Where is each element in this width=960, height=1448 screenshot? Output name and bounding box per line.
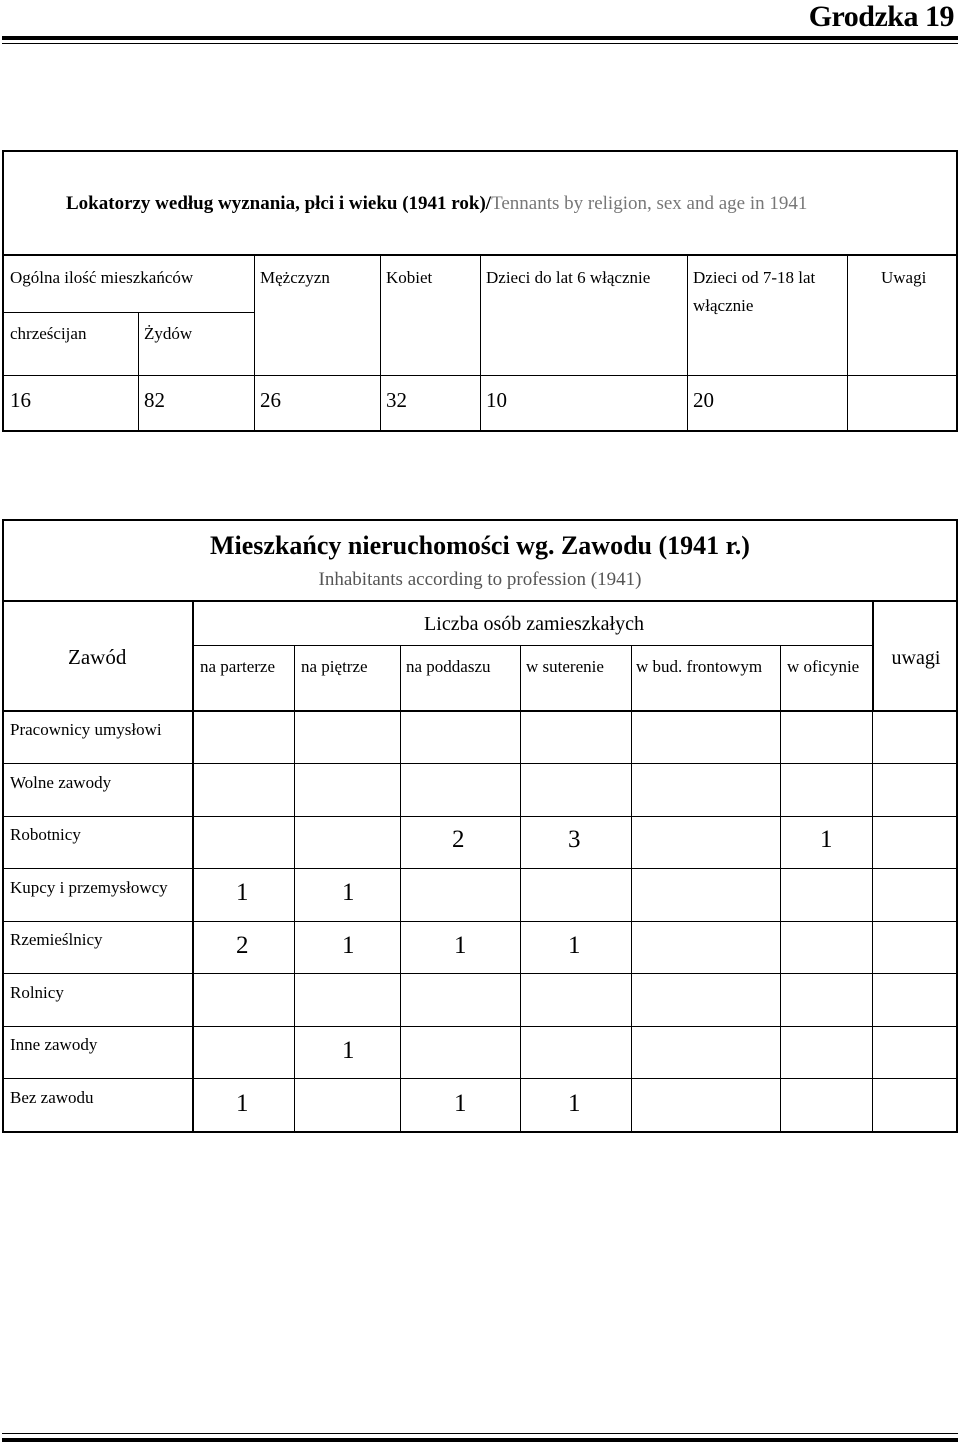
row-label: Bez zawodu: [10, 1088, 94, 1107]
value-children-under-6: 10: [486, 388, 507, 412]
divider: [4, 375, 956, 376]
cell-value: 1: [568, 1090, 581, 1117]
value-christians: 16: [10, 388, 31, 412]
cell-value: 1: [454, 1090, 467, 1117]
header-jews: Żydów: [144, 324, 193, 343]
divider: [294, 646, 295, 1131]
divider: [254, 254, 255, 432]
row-label: Rolnicy: [10, 983, 64, 1002]
divider: [4, 1078, 956, 1079]
header-children-7-18-line2: włącznie: [693, 296, 754, 315]
header-women: Kobiet: [386, 268, 433, 287]
divider: [631, 646, 632, 1131]
header-children-7-18: Dzieci od 7-18 lat: [693, 268, 816, 287]
profession-table-title: Mieszkańcy nieruchomości wg. Zawodu (1941 r.): [210, 531, 750, 560]
footer-rule: [2, 1438, 958, 1442]
divider: [847, 254, 848, 432]
header-children-under-6: Dzieci do lat 6 włącznie: [486, 268, 651, 287]
footer-rule-thin: [2, 1433, 958, 1434]
row-label: Wolne zawody: [10, 773, 112, 792]
header-ground-floor: na parterze: [200, 657, 276, 676]
divider: [4, 763, 956, 764]
divider: [480, 254, 481, 432]
header-rule-thin: [2, 43, 958, 44]
header-total-residents: Ogólna ilość mieszkańców: [10, 268, 194, 287]
row-label: Pracownicy umysłowi: [10, 720, 162, 739]
cell-value: 1: [342, 879, 355, 906]
divider: [4, 921, 956, 922]
cell-value: 3: [568, 826, 581, 853]
cell-value: 1: [820, 826, 833, 853]
divider: [4, 1026, 956, 1027]
cell-value: 1: [342, 932, 355, 959]
header-number-of-residents: Liczba osób zamieszkałych: [424, 613, 644, 635]
divider: [4, 868, 956, 869]
divider: [4, 312, 254, 313]
value-jews: 82: [144, 388, 165, 412]
value-men: 26: [260, 388, 281, 412]
value-women: 32: [386, 388, 407, 412]
header-men: Mężczyzn: [260, 268, 330, 287]
value-children-7-18: 20: [693, 388, 714, 412]
divider: [192, 601, 194, 1131]
header-remarks: uwagi: [891, 647, 941, 669]
divider: [138, 312, 139, 432]
divider: [687, 254, 688, 432]
header-upper-floor: na piętrze: [301, 657, 368, 676]
header-outbuilding: w oficynie: [787, 657, 860, 676]
cell-value: 2: [452, 826, 465, 853]
cell-value: 1: [236, 1090, 249, 1117]
divider: [400, 646, 401, 1131]
header-rule: [2, 36, 958, 40]
divider: [4, 600, 956, 602]
divider: [380, 254, 381, 432]
profession-table: [2, 519, 958, 1133]
divider: [4, 816, 956, 817]
cell-value: 1: [342, 1037, 355, 1064]
row-label: Robotnicy: [10, 825, 81, 844]
header-remarks: Uwagi: [881, 268, 927, 287]
divider: [4, 710, 956, 712]
cell-value: 2: [236, 932, 249, 959]
divider: [520, 646, 521, 1131]
cell-value: 1: [454, 932, 467, 959]
row-label: Kupcy i przemysłowcy: [10, 878, 168, 897]
header-christians: chrześcijan: [10, 324, 87, 343]
tenants-table-title: [4, 152, 956, 256]
cell-value: 1: [568, 932, 581, 959]
row-label: Rzemieślnicy: [10, 930, 103, 949]
header-front-building: w bud. frontowym: [636, 657, 763, 676]
cell-value: 1: [236, 879, 249, 906]
divider: [4, 973, 956, 974]
tenants-table-title-pl: Lokatorzy według wyznania, płci i wieku (1941 rok)/: [66, 193, 492, 214]
header-attic: na poddaszu: [406, 657, 491, 676]
row-label: Inne zawody: [10, 1035, 98, 1054]
profession-table-subtitle: Inhabitants according to profession (1941): [318, 569, 642, 590]
page-title: Grodzka 19: [808, 0, 954, 33]
header-profession: Zawód: [68, 645, 127, 669]
header-basement: w suterenie: [526, 657, 604, 676]
divider: [780, 646, 781, 1131]
tenants-table-title-en: Tennants by religion, sex and age in 1941: [491, 193, 808, 214]
tenants-table: [2, 150, 958, 432]
